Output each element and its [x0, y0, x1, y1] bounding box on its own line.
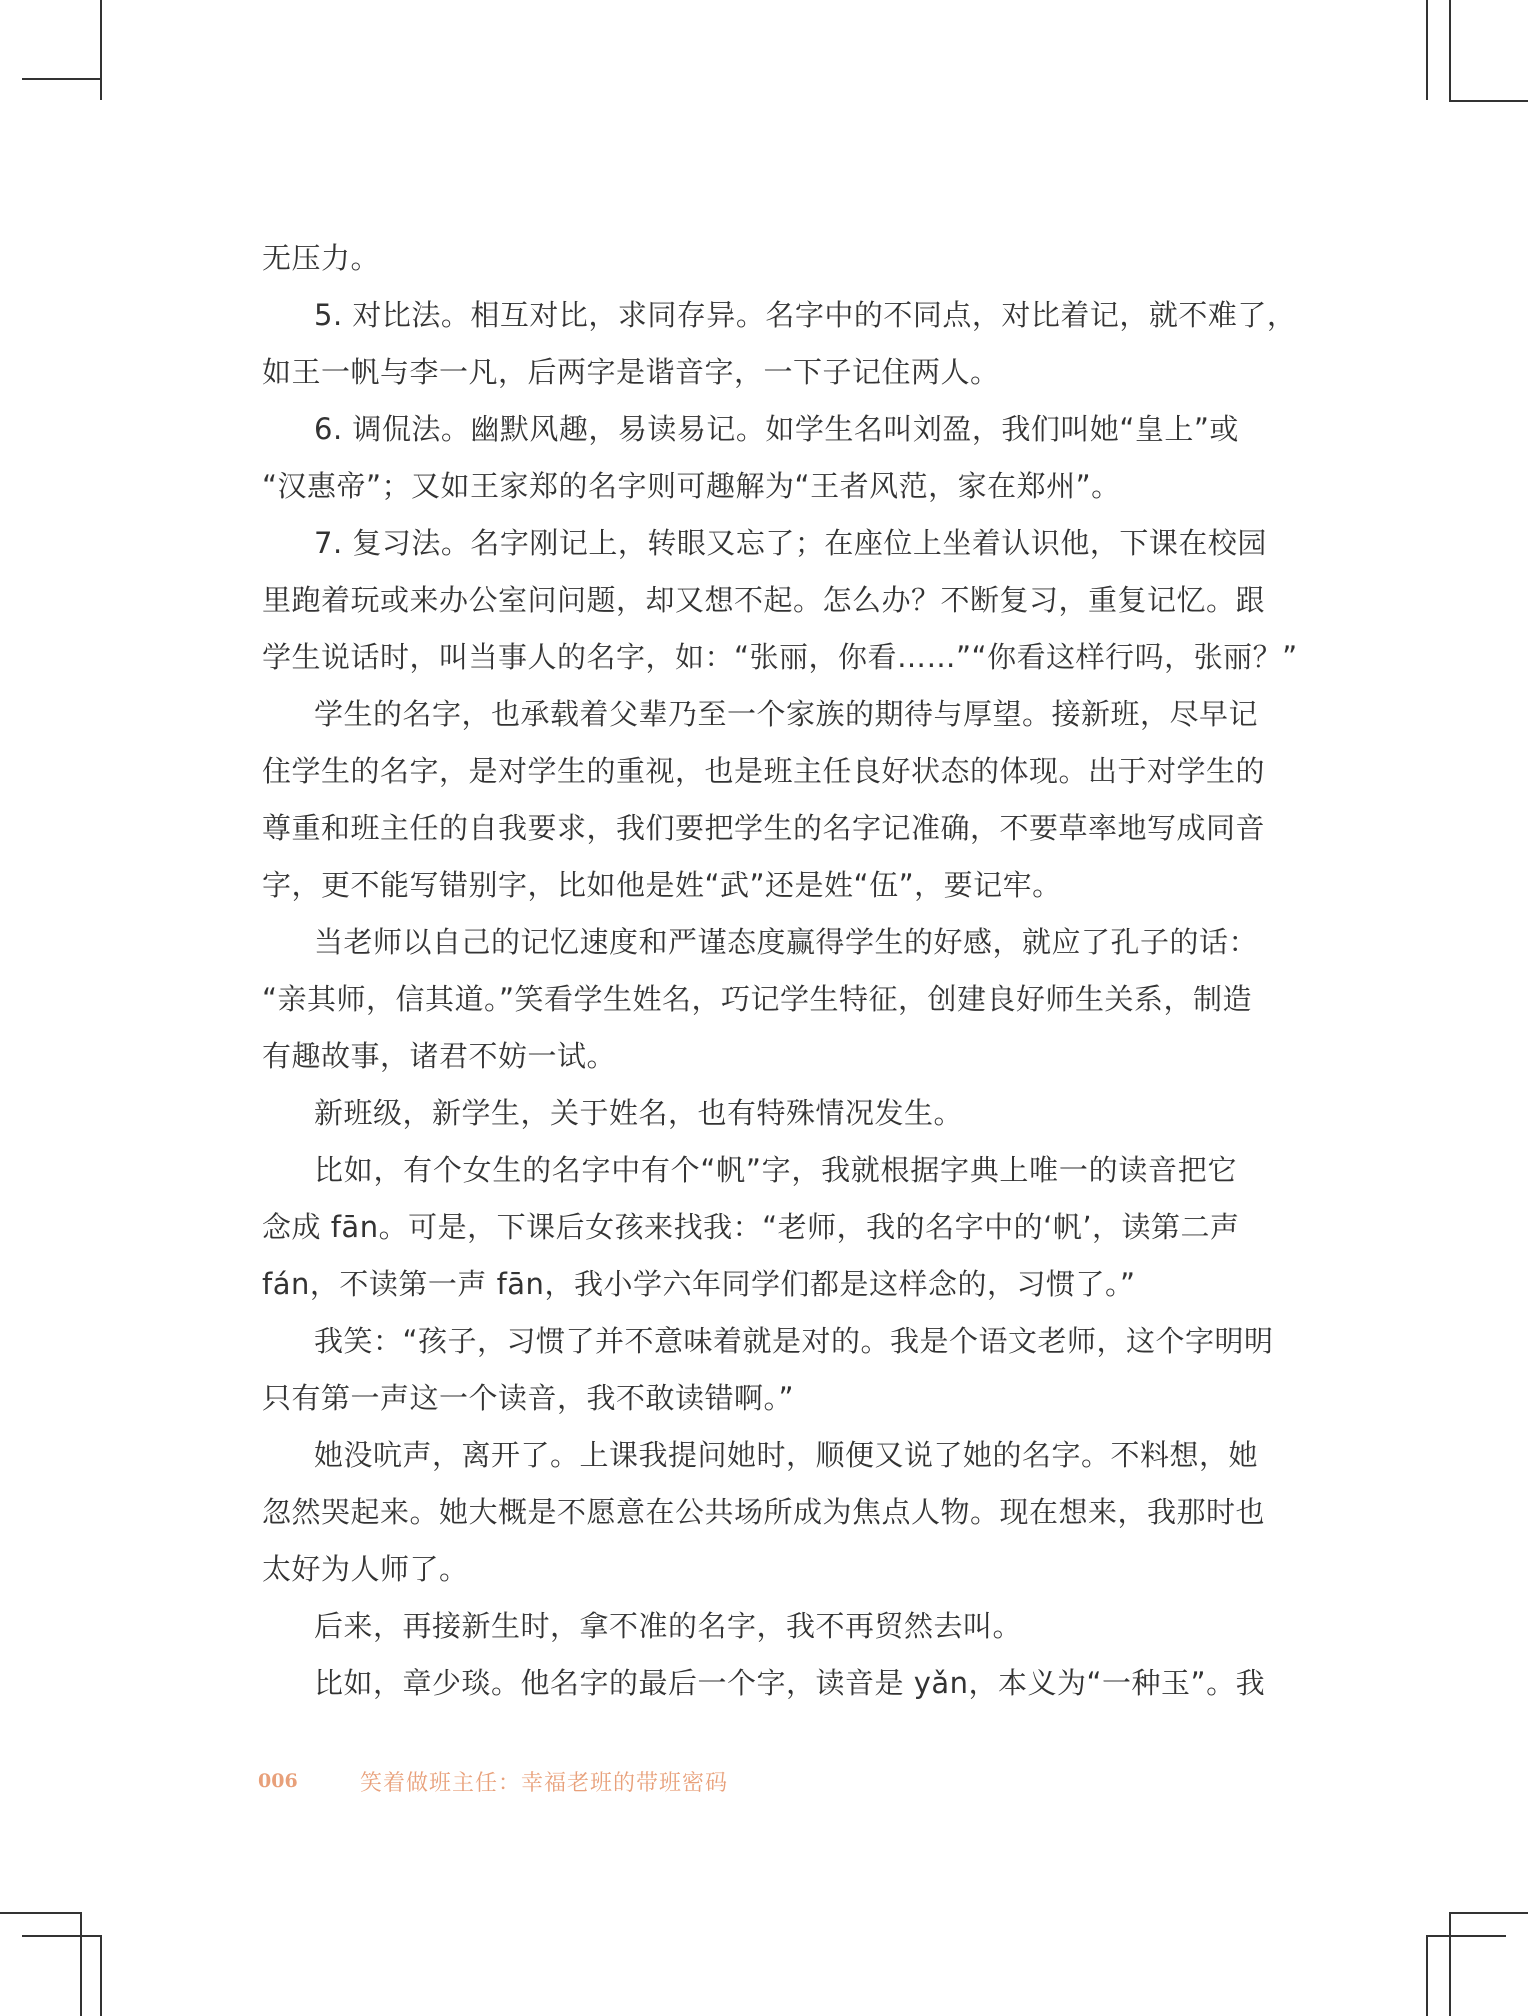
text-line: 后来，再接新生时，拿不准的名字，我不再贸然去叫。: [314, 1609, 1023, 1643]
crop-mark-bottom-left-vertical: [80, 1912, 82, 2016]
text-line: 字，更不能写错别字，比如他是姓“武”还是姓“伍”，要记牢。: [262, 868, 1062, 902]
crop-mark-top-right-horizontal: [1449, 100, 1528, 102]
text-line: 忽然哭起来。她大概是不愿意在公共场所成为焦点人物。现在想来，我那时也: [262, 1495, 1266, 1529]
crop-mark-top-left-horizontal: [22, 78, 102, 80]
running-footer-book-title: 笑着做班主任：幸福老班的带班密码: [360, 1771, 729, 1796]
crop-mark-bottom-right-vertical: [1449, 1912, 1451, 2016]
text-line: 里跑着玩或来办公室问问题，却又想不起。怎么办？不断复习，重复记忆。跟: [262, 583, 1266, 617]
text-line: 她没吭声，离开了。上课我提问她时，顺便又说了她的名字。不料想，她: [314, 1438, 1259, 1472]
text-line: 比如，有个女生的名字中有个“帆”字，我就根据字典上唯一的读音把它: [314, 1153, 1237, 1187]
crop-mark-top-right-vertical: [1426, 0, 1428, 100]
text-line: 无压力。: [262, 241, 381, 275]
text-line: fán，不读第一声 fān，我小学六年同学们都是这样念的，习惯了。”: [262, 1267, 1136, 1301]
text-line: 比如，章少琰。他名字的最后一个字，读音是 yǎn，本义为“一种玉”。我: [314, 1666, 1266, 1700]
crop-mark-bottom-right-vertical-inner: [1426, 1935, 1428, 2016]
crop-mark-top-right-vertical-outer: [1449, 0, 1451, 100]
crop-mark-bottom-left-vertical-inner: [100, 1935, 102, 2016]
crop-mark-bottom-right-horizontal: [1449, 1912, 1528, 1914]
crop-mark-bottom-left-horizontal-inner: [22, 1935, 102, 1937]
text-line: 新班级，新学生，关于姓名，也有特殊情况发生。: [314, 1096, 964, 1130]
text-line: 当老师以自己的记忆速度和严谨态度赢得学生的好感，就应了孔子的话：: [314, 925, 1259, 959]
text-line: 念成 fān。可是，下课后女孩来找我：“老师，我的名字中的‘帆’，读第二声: [262, 1210, 1240, 1244]
text-line: 学生的名字，也承载着父辈乃至一个家族的期待与厚望。接新班，尽早记: [314, 697, 1259, 731]
text-line: 有趣故事，诸君不妨一试。: [262, 1039, 617, 1073]
text-line: 5. 对比法。相互对比，求同存异。名字中的不同点，对比着记，就不难了，: [314, 298, 1297, 332]
text-line: 尊重和班主任的自我要求，我们要把学生的名字记准确，不要草率地写成同音: [262, 811, 1266, 845]
body-text: [262, 230, 1298, 1712]
crop-mark-bottom-right-horizontal-inner: [1426, 1935, 1506, 1937]
text-line: “汉惠帝”；又如王家郑的名字则可趣解为“王者风范，家在郑州”。: [262, 469, 1121, 503]
crop-mark-bottom-left-horizontal: [0, 1912, 82, 1914]
text-line: 7. 复习法。名字刚记上，转眼又忘了；在座位上坐着认识他，下课在校园: [314, 526, 1267, 560]
text-line: 只有第一声这一个读音，我不敢读错啊。”: [262, 1381, 795, 1415]
page-number: 006: [258, 1770, 298, 1792]
text-line: 学生说话时，叫当事人的名字，如：“张丽，你看……”“你看这样行吗，张丽？”: [262, 640, 1298, 674]
text-line: “亲其师，信其道。”笑看学生姓名，巧记学生特征，创建良好师生关系，制造: [262, 982, 1253, 1016]
crop-mark-top-left-vertical: [100, 0, 102, 100]
text-line: 住学生的名字，是对学生的重视，也是班主任良好状态的体现。出于对学生的: [262, 754, 1266, 788]
text-line: 太好为人师了。: [262, 1552, 469, 1586]
text-line: 如王一帆与李一凡，后两字是谐音字，一下子记住两人。: [262, 355, 1000, 389]
text-line: 我笑：“孩子，习惯了并不意味着就是对的。我是个语文老师，这个字明明: [314, 1324, 1274, 1358]
text-line: 6. 调侃法。幽默风趣，易读易记。如学生名叫刘盈，我们叫她“皇上”或: [314, 412, 1239, 446]
